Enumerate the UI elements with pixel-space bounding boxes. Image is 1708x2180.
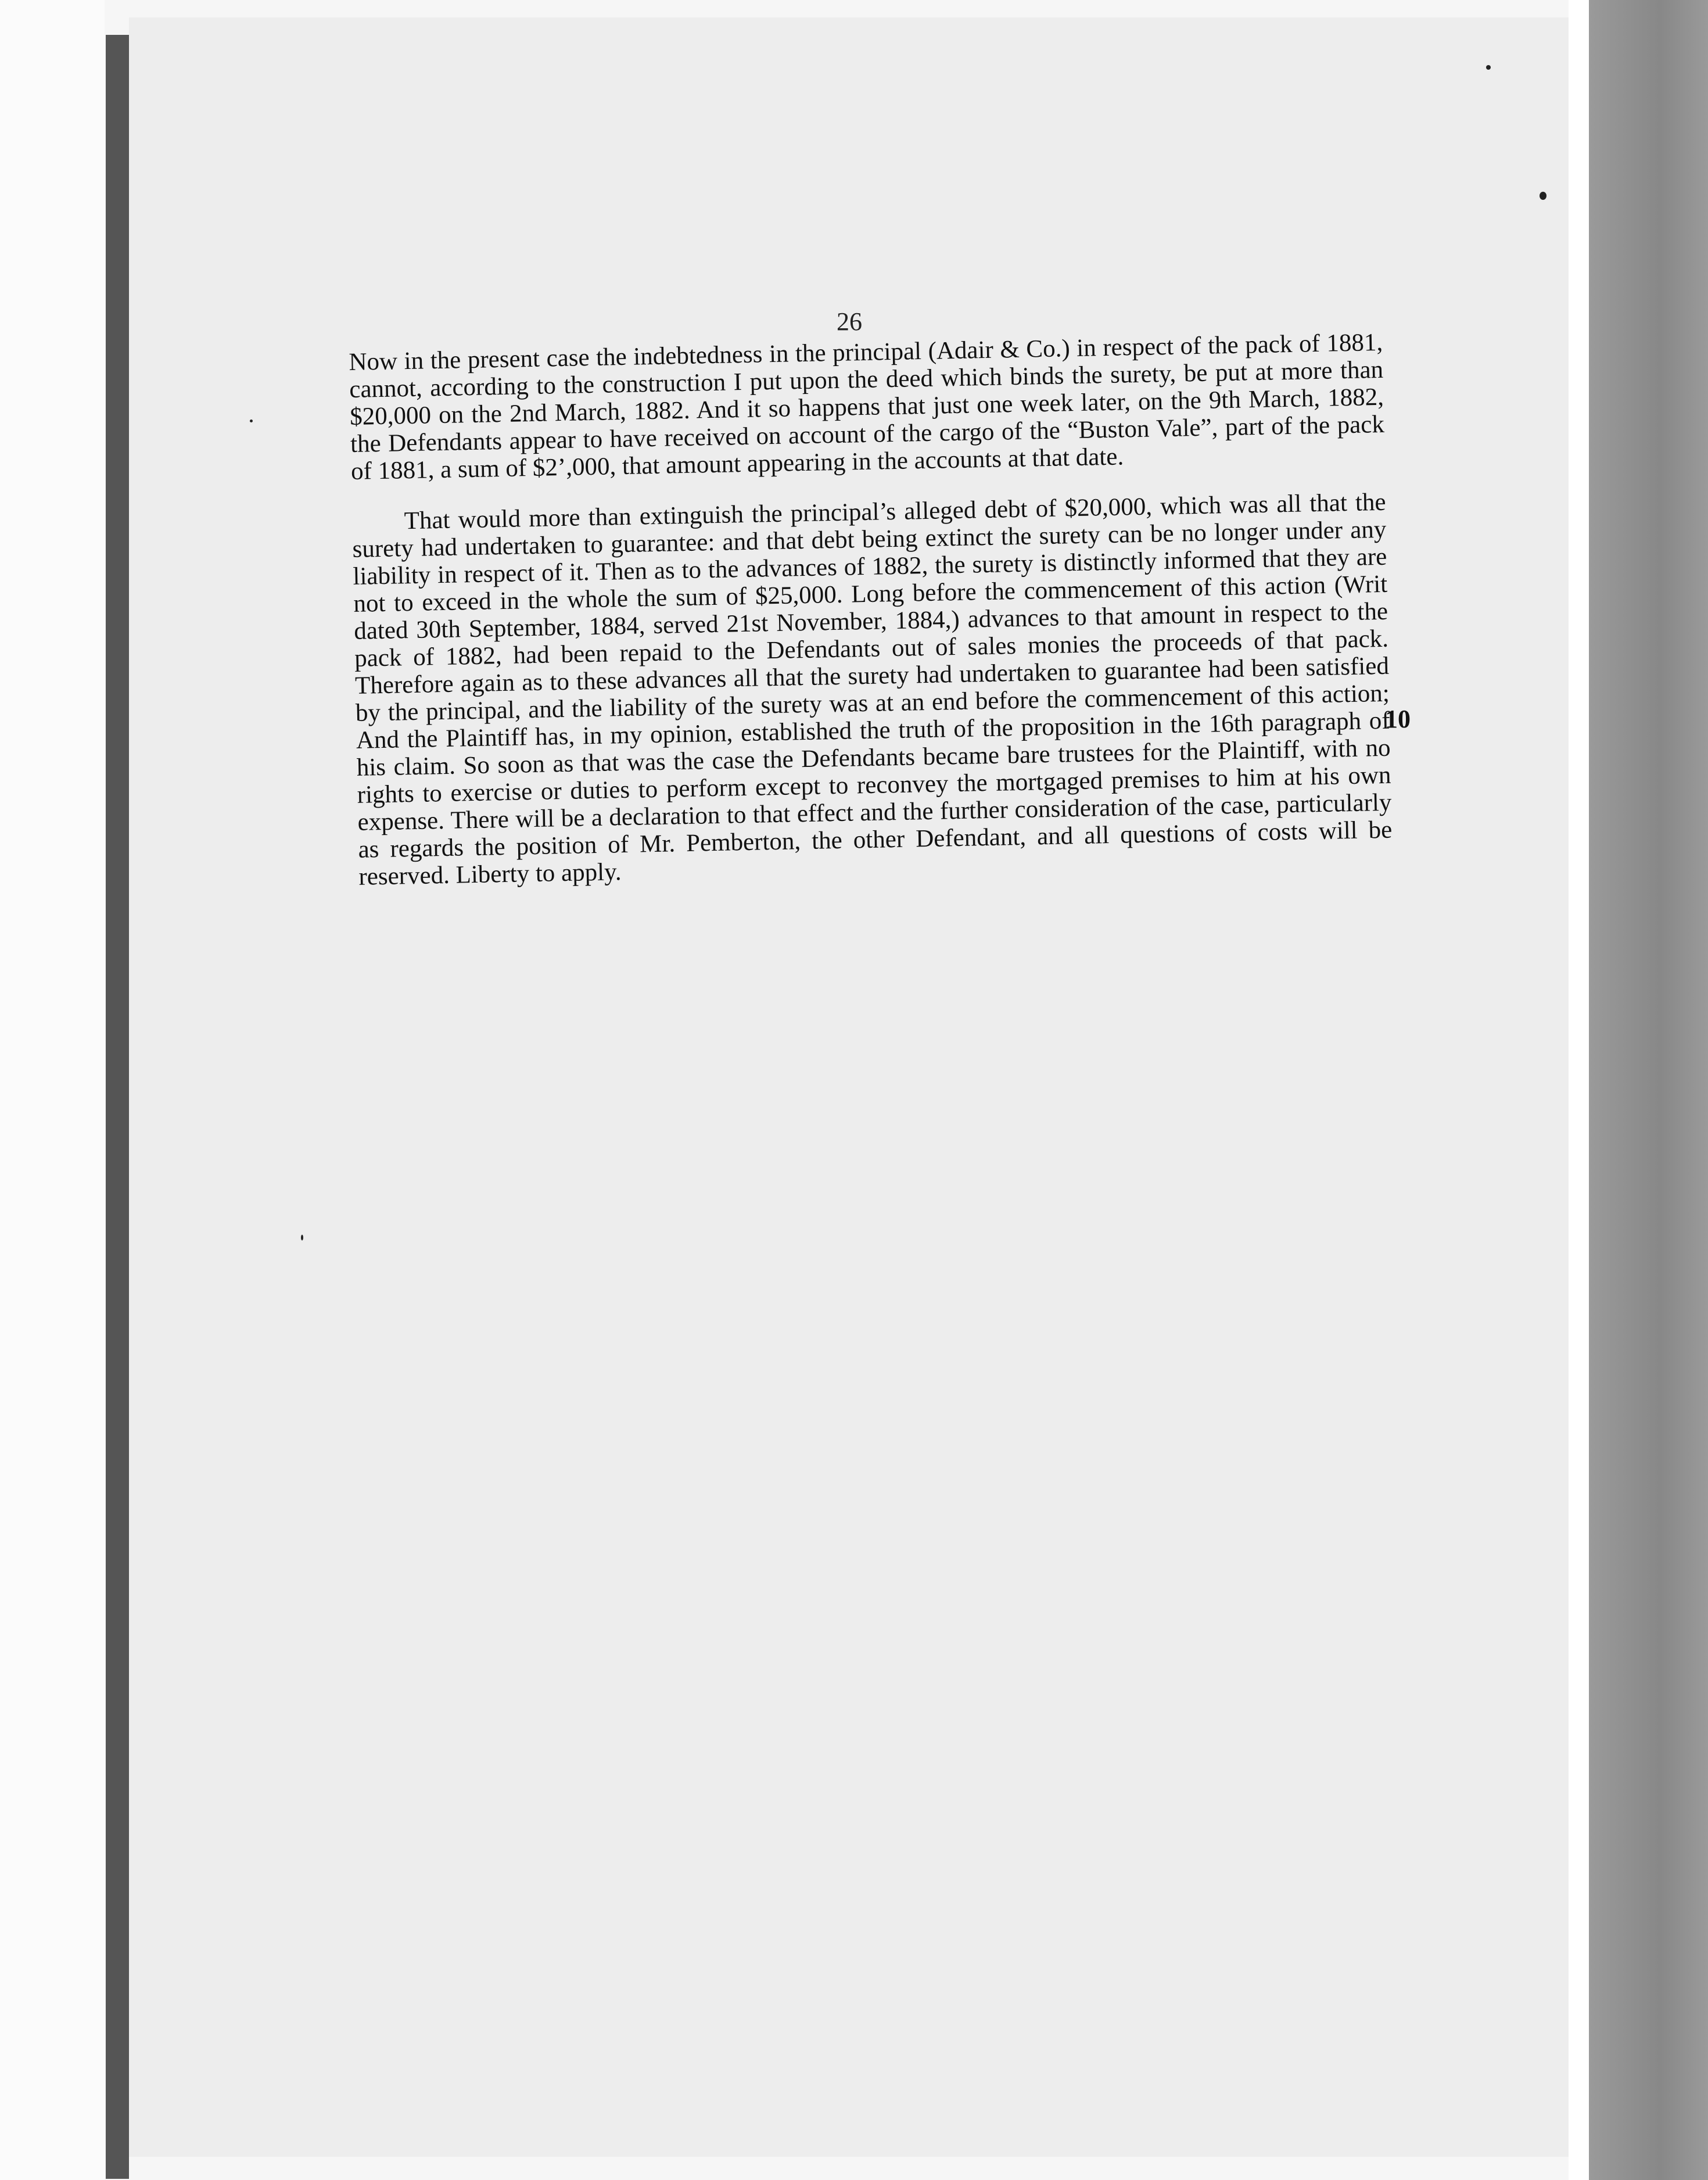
scan-speck (250, 419, 253, 422)
margin-line-number: 10 (1385, 705, 1411, 733)
right-scan-shadow (1589, 0, 1708, 2180)
body-text (349, 329, 1393, 891)
scan-speck (1540, 192, 1546, 200)
scan-speck (1486, 65, 1491, 70)
page-number: 26 (837, 307, 862, 336)
scan-speck (301, 1235, 303, 1240)
paragraph-2: That would more than extinguish the principal’s alleged debt of $20,000, which was all that the surety had undertaken to guarantee: and that debt being extinct the surety can be no longer under any liability in respect of it. Then as to the advances of 1882, the surety is distinctly informed that they are not to exceed in the whole the sum of $25,000. Long before the commencement of this action (Writ dated 30th September, 1884, served 21st November, 1884,) advances to that amount in respect to the pack of 1882, had been repaid to the Defendants out of sales monies the proceeds of that pack. Therefore again as to these advances all that the surety had undertaken to guarantee had been satisfied by the principal, and the liability of the surety was at an end before the commencement of this action; And the Plaintiff has, in my opinion, established the truth of the proposition in the 16th paragraph of his claim. So soon as that was the case the Defendants became bare trustees for the Plaintiff, with no rights to exercise or duties to perform except to reconvey the mortgaged premises to him at his own expense. There will be a declaration to that effect and the further consideration of the case, particularly as regards the position of Mr. Pemberton, the other Defendant, and all questions of costs will be reserved. Liberty to apply. (352, 488, 1393, 891)
paragraph-1: Now in the present case the indebtedness in the principal (Adair & Co.) in respect of the pack of 1881, cannot, according to the construction I put upon the deed which binds the surety, be put at more than $20,000 on the 2nd March, 1882. And it so happens that just one week later, on the 9th March, 1882, the Defendants appear to have received on account of the cargo of the “Buston Vale”, part of the pack of 1881, a sum of $2’,000, that amount appearing in the accounts at that date. (349, 328, 1385, 485)
left-margin (0, 0, 105, 2180)
left-binding-edge (106, 35, 129, 2179)
